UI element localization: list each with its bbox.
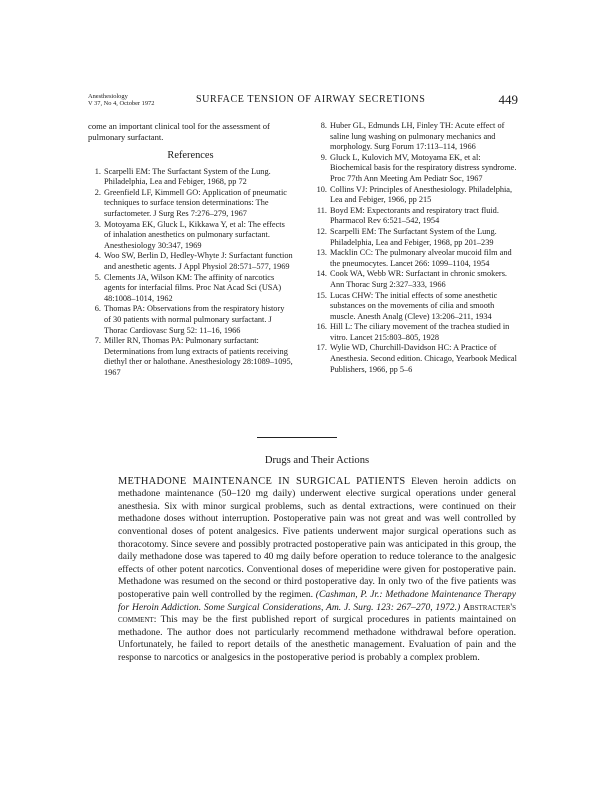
article-citation: (Cashman, P. Jr.: Methadone Maintenance Therapy for Heroin Addiction. Some Surgical Considerations, Am. J. Surg. 123: 267–270, 1972.)	[118, 588, 516, 613]
reference-item	[314, 343, 520, 375]
reference-number: 10.	[316, 184, 327, 194]
reference-item	[88, 273, 293, 305]
reference-number: 11.	[316, 205, 327, 215]
reference-number: 17.	[316, 343, 327, 353]
reference-number: 2.	[94, 187, 101, 197]
reference-text: Woo SW, Berlin D, Hedley-Whyte J: Surfactant function and anesthetic agents. J Appl Physiol 28:571–577, 1969	[104, 251, 293, 271]
reference-number: 9.	[320, 152, 327, 162]
reference-text: Thomas PA: Observations from the respiratory history of 30 patients with normal pulmonary surfactant. J Thorac Cardiovasc Surg 52: 11–16, 1966	[104, 304, 285, 335]
reference-text: Wylie WD, Churchill-Davidson HC: A Practice of Anesthesia. Second edition. Chicago, Yearbook Medical Publishers, 1966, pp 5–6	[330, 343, 517, 374]
reference-item	[314, 185, 520, 206]
journal-name: Anesthesiology	[88, 93, 128, 100]
intro-paragraph: come an important clinical tool for the assessment of pulmonary surfactant.	[88, 121, 270, 142]
running-title: SURFACE TENSION OF AIRWAY SECRETIONS	[196, 94, 426, 105]
reference-number: 12.	[316, 226, 327, 236]
reference-text: Huber GL, Edmunds LH, Finley TH: Acute effect of saline lung washing on pulmonary mechanics and morphology. Surg Forum 17:113–114, 1966	[330, 121, 505, 152]
reference-item	[88, 220, 293, 252]
reference-text: Motoyama EK, Gluck L, Kikkawa Y, et al: The effects of inhalation anesthetics on pulmonary surfactant. Anesthesiology 30:347, 1969	[104, 219, 285, 250]
left-column	[88, 121, 293, 378]
article-title: METHADONE MAINTENANCE IN SURGICAL PATIENTS	[118, 475, 406, 487]
reference-number: 15.	[316, 290, 327, 300]
reference-number: 5.	[94, 272, 101, 282]
reference-item	[88, 167, 293, 188]
abstract-body: Eleven heroin addicts on methadone maintenance (50–120 mg daily) underwent elective surgical operations under general anesthesia. Six with minor surgical problems, such as dental extractions, were continued on their methadone doses without interruption. Postoperative pain was not great and was well controlled by conventional doses of potent analgesics. Five patients underwent major surgical operations such as thoracotomy. Since severe and possibly protracted postoperative pain was anticipated in this group, the daily methadone dose was tapered to 40 mg daily before operation to reduce tolerance to the analgesic effects of other potent narcotics. Conventional doses of meperidine were given for postoperative pain. Methadone was resumed on the second or third postoperative day. In only two of the five patients was postoperative pain well controlled by the regimen.	[118, 475, 516, 600]
drugs-section	[118, 455, 516, 665]
section-heading: Drugs and Their Actions	[264, 455, 370, 466]
page-header	[88, 93, 518, 113]
reference-text: Collins VJ: Principles of Anesthesiology. Philadelphia, Lea and Febiger, 1966, pp 215	[330, 184, 513, 205]
reference-number: 6.	[94, 304, 101, 314]
reference-text: Scarpelli EM: The Surfactant System of the Lung. Philadelphia, Lea and Febiger, 1968, pp 72	[104, 166, 271, 187]
reference-number: 3.	[94, 219, 101, 229]
reference-item	[314, 269, 520, 290]
abstracter-comment: This may be the first published report of surgical procedures in patients maintained on methadone. The author does not particularly recommend methadone withdrawal before operation. Unfortunately, he failed to report details of the anesthetic management. Evaluation of pain and the response to narcotics or analgesics in the postoperative period is probably a complex problem.	[118, 614, 516, 663]
journal-volume: V 37, No 4, October 1972	[88, 100, 155, 107]
abstract-paragraph	[118, 476, 516, 665]
reference-item	[314, 248, 520, 269]
reference-number: 14.	[316, 269, 327, 279]
reference-item	[314, 227, 520, 248]
reference-item	[314, 291, 520, 323]
reference-text: Boyd EM: Expectorants and respiratory tract fluid. Pharmacol Rev 6:521–542, 1954	[330, 205, 499, 226]
references-list-right	[314, 121, 520, 375]
journal-citation	[88, 93, 154, 107]
references-heading: References	[167, 150, 214, 161]
reference-number: 16.	[316, 322, 327, 332]
page-number: 449	[498, 92, 518, 107]
reference-item	[88, 188, 293, 220]
reference-text: Scarpelli EM: The Surfactant System of the Lung. Philadelphia, Lea and Febiger, 1968, pp 201–239	[330, 226, 497, 247]
reference-item	[88, 251, 293, 272]
reference-item	[88, 304, 293, 336]
reference-item	[314, 322, 520, 343]
reference-item	[314, 206, 520, 227]
section-divider	[257, 437, 337, 438]
abstracter-comment-label: Abstracter's comment:	[118, 601, 516, 626]
reference-number: 8.	[320, 121, 327, 130]
references-list-left	[88, 167, 293, 379]
reference-text: Cook WA, Webb WR: Surfactant in chronic smokers. Ann Thorac Surg 2:327–333, 1966	[330, 269, 507, 289]
reference-number: 7.	[94, 336, 101, 346]
reference-text: Greenfield LF, Kimmell GO: Application of pneumatic techniques to surface tension determinations: The surfactometer. J Surg Res 7:276–279, 1967	[104, 187, 287, 218]
reference-item	[88, 336, 293, 378]
reference-text: Gluck L, Kulovich MV, Motoyama EK, et al: Biochemical basis for the respiratory distress syndrome. Proc 77th Ann Meeting Am Pediatr Soc, 1967	[330, 152, 517, 183]
reference-text: Hill L: The ciliary movement of the trachea studied in vitro. Lancet 215:803–805, 1928	[330, 322, 510, 342]
right-column	[314, 121, 520, 375]
reference-number: 13.	[316, 248, 327, 258]
reference-text: Macklin CC: The pulmonary alveolar mucoid film and the pneumocytes. Lancet 266: 1099–1104, 1954	[330, 248, 512, 268]
reference-text: Lucas CHW: The initial effects of some anesthetic substances on the movements of cilia and smooth muscle. Anesth Analg (Cleve) 13:206–211, 1934	[330, 290, 498, 321]
reference-text: Miller RN, Thomas PA: Pulmonary surfactant: Determinations from lung extracts of patients receiving diethyl ther or halothane. Anesthesiology 28:1089–1095, 1967	[104, 336, 293, 377]
reference-number: 1.	[94, 166, 101, 176]
reference-number: 4.	[94, 251, 101, 261]
reference-item	[314, 153, 520, 185]
reference-item	[314, 121, 520, 153]
reference-text: Clements JA, Wilson KM: The affinity of narcotics agents for interfacial films. Proc Nat Acad Sci (USA) 48:1008–1014, 1962	[104, 272, 282, 303]
